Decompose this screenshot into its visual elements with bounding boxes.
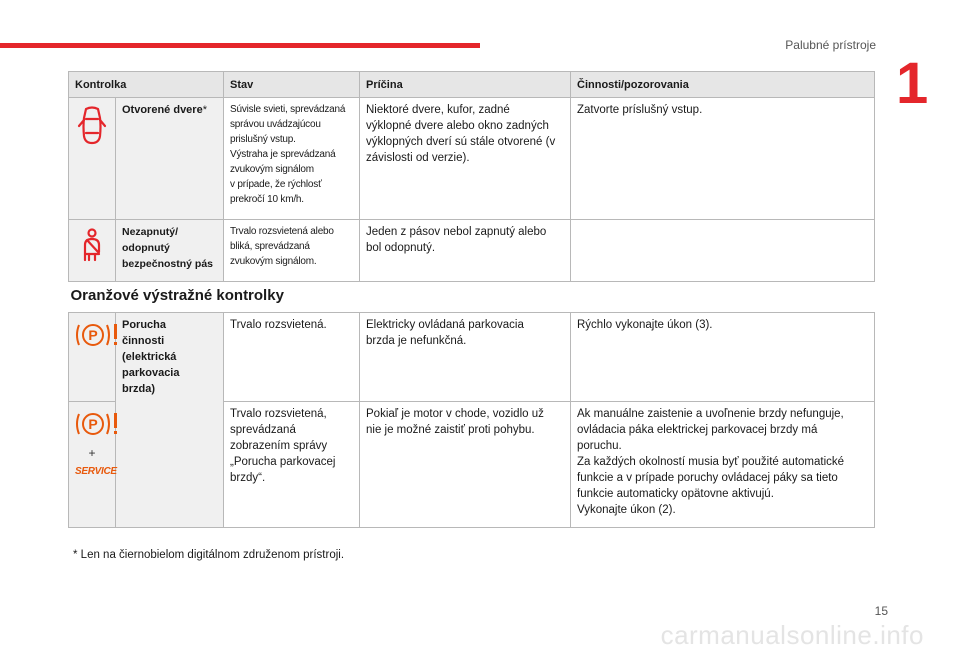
icon-cell <box>69 98 116 220</box>
warning-name-cell <box>116 98 224 220</box>
section-heading: Oranžové výstražné kontrolky <box>69 282 875 313</box>
watermark: carmanualsonline.info <box>660 620 924 650</box>
column-header: Stav <box>224 72 360 98</box>
warning-lights-table <box>68 71 875 528</box>
warning-name: Otvorené dvere <box>122 104 203 116</box>
open-door-icon <box>77 106 107 146</box>
action-cell: Zatvorte príslušný vstup. <box>571 98 875 220</box>
plus-sign: + <box>88 446 96 460</box>
section-row <box>69 282 875 313</box>
action-cell: Ak manuálne zaistenie a uvoľnenie brzdy nefunguje, ovládacia páka elektrickej parkovacej brzdy má poruchu. Za každých okolností musia byť použité automatické funkcie a v prípade poruchy ovládacej páky sa tieto funkcie automaticky opätovne aktivujú. Vykonajte úkon (2). <box>571 402 875 528</box>
state-cell: Trvalo rozsvietená alebo bliká, sprevádzaná zvukovým signálom. <box>224 220 360 282</box>
state-cell: Súvisle svieti, sprevádzaná správou uvádzajúcou prislušný vstup. Výstraha je sprevádzaná zvukovým signálom v prípade, že rýchlosť prekročí 10 km/h. <box>224 98 360 220</box>
warning-name: Nezapnutý/ odopnutý bezpečnostný pás <box>116 220 224 282</box>
action-cell: Rýchlo vykonajte úkon (3). <box>571 313 875 402</box>
table-header-row <box>69 72 875 98</box>
page-number: 15 <box>874 604 888 618</box>
svg-text:P: P <box>88 416 98 432</box>
column-header: Činnosti/pozorovania <box>571 72 875 98</box>
icon-cell <box>69 313 116 402</box>
cause-cell: Jeden z pásov nebol zapnutý alebo bol odopnutý. <box>360 220 571 282</box>
chapter-number: 1 <box>896 51 929 116</box>
icon-cell <box>69 402 116 528</box>
parking-brake-fault-icon <box>75 410 119 438</box>
column-header: Kontrolka <box>69 72 224 98</box>
warning-name: Porucha činnosti (elektrická parkovacia brzda) <box>116 313 224 528</box>
parking-brake-fault-icon <box>75 321 119 349</box>
footnote: * Len na čiernobielom digitálnom združenom prístroji. <box>73 549 345 561</box>
header-accent-bar <box>0 43 480 48</box>
footnote-marker: * <box>202 104 207 116</box>
icon-cell <box>69 220 116 282</box>
svg-text:P: P <box>88 327 98 343</box>
section-title: Palubné prístroje <box>785 38 876 52</box>
seatbelt-icon <box>79 228 105 262</box>
state-cell: Trvalo rozsvietená. <box>224 313 360 402</box>
table-row <box>69 220 875 282</box>
cause-cell: Niektoré dvere, kufor, zadné výklopné dvere alebo okno zadných výklopných dverí sú stále otvorené (v závislosti od verzie). <box>360 98 571 220</box>
table-row <box>69 313 875 402</box>
cause-cell: Pokiaľ je motor v chode, vozidlo už nie je možné zaistiť proti pohybu. <box>360 402 571 528</box>
cause-cell: Elektricky ovládaná parkovacia brzda je nefunkčná. <box>360 313 571 402</box>
table-row <box>69 98 875 220</box>
service-icon: SERVICE <box>75 466 117 477</box>
column-header: Príčina <box>360 72 571 98</box>
action-cell <box>571 220 875 282</box>
state-cell: Trvalo rozsvietená, sprevádzaná zobrazením správy „Porucha parkovacej brzdy“. <box>224 402 360 528</box>
